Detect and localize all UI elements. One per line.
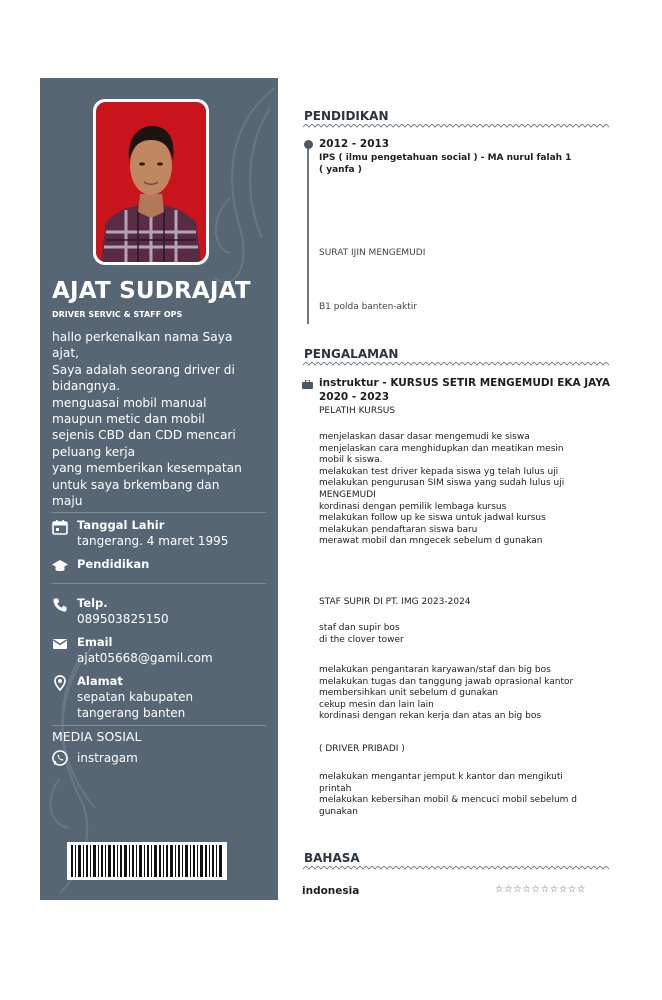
address-info [52,674,272,726]
birth-label: Tanggal Lahir [77,518,165,532]
language-section-title: BAHASA [304,851,360,865]
location-pin-icon [52,675,68,691]
email-icon [52,636,68,652]
job3-title: ( DRIVER PRIBADI ) [319,744,405,754]
sidebar [40,78,278,900]
education-timeline [307,142,309,324]
email-label: Email [77,635,113,649]
profile-photo [96,102,206,262]
phone-label: Telp. [77,596,108,610]
job2-subtitle: staf dan supir bos di the clover tower [319,623,404,645]
zigzag-divider [303,124,609,130]
zigzag-divider [303,866,609,872]
phone-value[interactable]: 089503825150 [77,612,169,626]
profile-name: AJAT SUDRAJAT [52,278,251,304]
timeline-dot [304,140,313,149]
divider [52,512,266,513]
birth-info [52,518,272,554]
job1-years: 2020 - 2023 [319,391,390,403]
education-info [52,557,272,575]
calendar-icon [52,519,68,535]
job1-description: menjelaskan dasar dasar mengemudi ke siswa menjelaskan cara menghidupkan dan meatikan mesin mobil k siswa. melakukan test driver kepada siswa yg telah lulus uji melakukan pengurusan SIM siswa yang sudah lulus uji MENGEMUDI kordinasi dengan pemilik lembaga kursus melakukan follow up ke siswa untuk jadwal kursus melakukan pendaftaran siswa baru merawat mobil dan mngecek sebelum d gunakan [319,432,565,547]
job1-title: instruktur - KURSUS SETIR MENGEMUDI EKA JAYA [319,377,611,389]
birth-value: tangerang. 4 maret 1995 [77,534,229,548]
experience-section-title: PENGALAMAN [304,347,399,361]
instagram-label: instragam [77,751,138,765]
profile-photo-frame [93,99,209,265]
profile-about: hallo perkenalkan nama Saya ajat, Saya adalah seorang driver di bidangnya. menguasai mobil manual maupun metic dan mobil sejenis CBD dan CDD mencari peluang kerja yang memberikan kesempatan untuk saya brkembang dan maju [52,330,242,509]
education-label: Pendidikan [77,557,150,571]
job2-description: melakukan pengantaran karyawan/staf dan big bos melakukan tugas dan tanggung jawab oprasional kantor membersihkan unit sebelum d gunakan cekup mesin dan lain lain kordinasi dengan rekan kerja dan atas an big bos [319,665,574,722]
education-school: IPS ( ilmu pengetahuan social ) - MA nurul falah 1 ( yanfa ) [319,153,572,175]
job2-title: STAF SUPIR DI PT. IMG 2023-2024 [319,597,471,607]
whatsapp-icon [52,750,68,766]
phone-icon [52,597,68,613]
barcode [67,842,227,880]
language-rating: ☆☆☆☆☆☆☆☆☆☆ [495,884,587,895]
address-label: Alamat [77,674,123,688]
zigzag-divider [303,362,609,368]
graduation-cap-icon [52,558,68,574]
phone-info [52,596,272,630]
briefcase-icon [302,380,313,389]
language-name: indonesia [302,885,360,897]
profile-role: DRIVER SERVIC & STAFF OPS [52,310,183,319]
education-year: 2012 - 2013 [319,138,390,150]
media-title: MEDIA SOSIAL [52,729,142,744]
email-value[interactable]: ajat05668@gamil.com [77,651,213,665]
divider [52,583,266,584]
email-info [52,635,272,669]
license-value: B1 polda banten-aktir [319,302,417,312]
job3-description: melakukan mengantar jemput k kantor dan mengikuti printah melakukan kebersihan mobil & mencuci mobil sebelum d gunakan [319,772,578,817]
job1-role: PELATIH KURSUS [319,406,396,416]
license-title: SURAT IJIN MENGEMUDI [319,248,426,258]
divider [52,725,266,726]
address-value: sepatan kabupaten tangerang banten [77,690,194,720]
education-section-title: PENDIDIKAN [304,109,389,123]
